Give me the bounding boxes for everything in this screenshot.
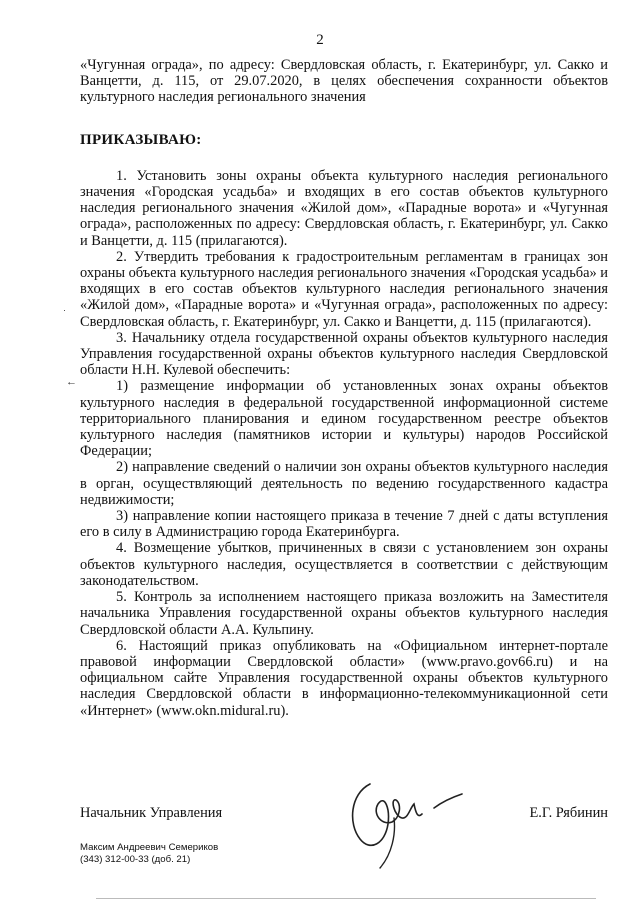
paragraph-4: 4. Возмещение убытков, причиненных в связи с установлением зон охраны объектов культурного наследия, осуществляется в соответствии с действующим законодательством.: [80, 540, 608, 589]
paragraph-6: 6. Настоящий приказ опубликовать на «Официальном интернет-портале правовой информации Свердловской области» (www.pravo.gov66.ru) и на официальном сайте Управления государственной охраны объектов культурного наследия Свердловской области в информационно-телекоммуникационной сети «Интернет» (www.okn.midural.ru).: [80, 637, 608, 719]
paragraph-3: 3. Начальнику отдела государственной охраны объектов культурного наследия Управления государственной охраны объектов культурного наследия Свердловской области Н.Н. Кулевой обеспечить:: [80, 329, 608, 379]
page-bottom-rule: [96, 898, 596, 899]
executor-block: [80, 842, 218, 866]
paragraph-1: 1. Установить зоны охраны объекта культурного наследия регионального значения «Городская усадьба» и входящих в его состав объектов культурного наследия регионального значения «Жилой дом», «Парадные ворота» и «Чугунная ограда», расположенных по адресу: Свердловская область, г. Екатеринбург, ул. Сакко и Ванцетти, д. 115 (прилагаются).: [80, 167, 608, 249]
paragraph-3-item-3: 3) направление копии настоящего приказа в течение 7 дней с даты вступления его в силу в Администрацию города Екатеринбурга.: [80, 508, 608, 541]
margin-dot-mark: ·: [63, 305, 66, 315]
document-body: [80, 57, 608, 719]
signatory-title: Начальник Управления: [80, 805, 223, 821]
paragraph-3-item-1: 1) размещение информации об установленных зонах охраны объектов культурного наследия в федеральной государственной информационной системе территориального планирования и едином государственном реестре объектов культурного наследия (памятников истории и культуры) народов Российской Федерации;: [80, 378, 608, 460]
executor-phone: (343) 312-00-33 (доб. 21): [80, 854, 191, 865]
signatory-name: Е.Г. Рябинин: [529, 805, 608, 821]
signature-row: [80, 804, 608, 822]
executor-name: Максим Андреевич Семериков: [80, 842, 219, 853]
paragraph-2: 2. Утвердить требования к градостроительным регламентам в границах зон охраны объекта культурного наследия регионального значения «Городская усадьба» и входящих в его состав объектов культурного наследия регионального значения «Жилой дом», «Парадные ворота» и «Чугунная ограда», расположенных по адресу: Свердловская область, г. Екатеринбург, ул. Сакко и Ванцетти, д. 115 (прилагаются).: [80, 248, 608, 330]
paragraph-3-item-2: 2) направление сведений о наличии зон охраны объектов культурного наследия в орган, осуществляющий деятельность по ведению государственного кадастра недвижимости;: [80, 459, 608, 508]
margin-arrow-mark: ←: [66, 376, 77, 388]
paragraph-5: 5. Контроль за исполнением настоящего приказа возложить на Заместителя начальника Управления государственной охраны объектов культурного наследия Свердловской области А.А. Кульпину.: [80, 589, 608, 638]
order-heading: ПРИКАЗЫВАЮ:: [80, 131, 202, 148]
page-number: 2: [316, 32, 324, 48]
intro-paragraph: «Чугунная ограда», по адресу: Свердловская область, г. Екатеринбург, ул. Сакко и Ванцетти, д. 115, от 29.07.2020, в целях обеспечения сохранности объектов культурного наследия регионального значения: [80, 57, 608, 106]
